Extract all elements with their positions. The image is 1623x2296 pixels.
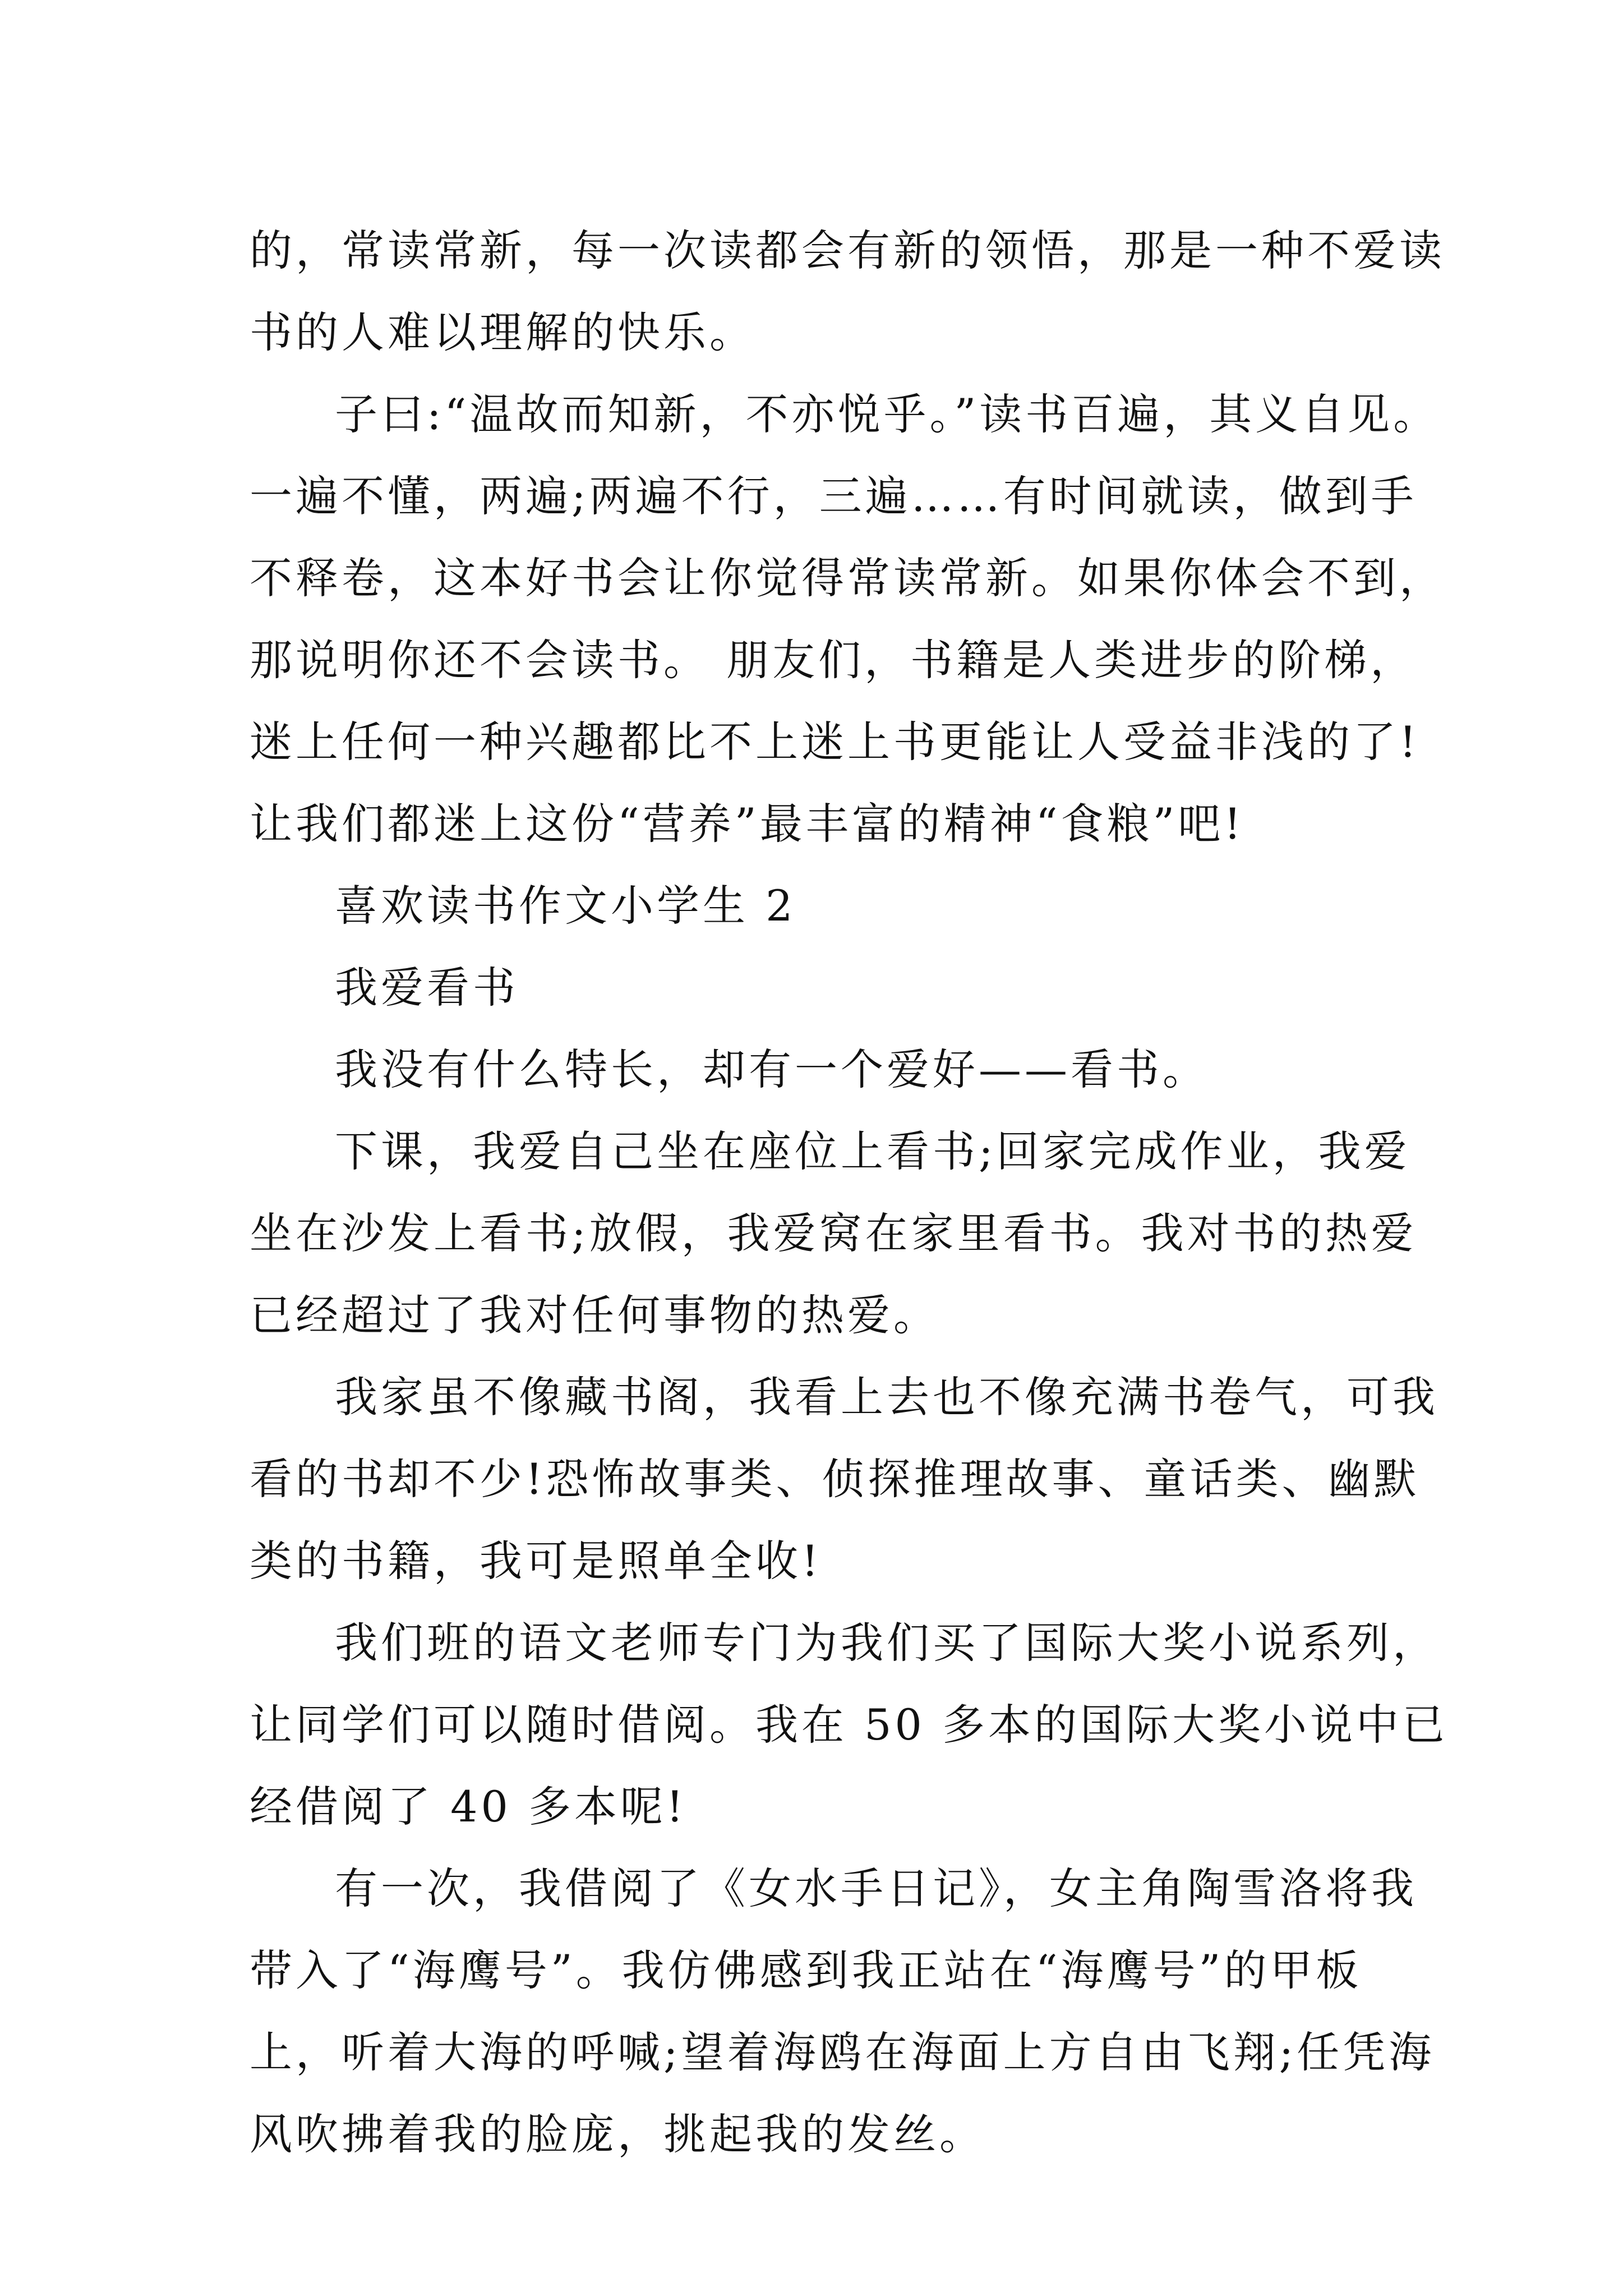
text-line: 我没有什么特长，却有一个爱好——看书。	[335, 1045, 1209, 1094]
text-line: 子曰:“温故而知新，不亦悦乎。”读书百遍，其义自见。	[335, 389, 1440, 439]
text-line: 我们班的语文老师专门为我们买了国际大奖小说系列，	[335, 1618, 1438, 1668]
text-line: 类的书籍，我可是照单全收!	[250, 1536, 822, 1586]
text-line: 已经超过了我对任何事物的热爱。	[250, 1290, 939, 1340]
text-line: 不释卷，这本好书会让你觉得常读常新。如果你体会不到，	[250, 553, 1445, 603]
body-text	[250, 210, 1449, 2175]
text-line: 那说明你还不会读书。 朋友们，书籍是人类进步的阶梯，	[250, 635, 1417, 685]
text-line: 坐在沙发上看书;放假，我爱窝在家里看书。我对书的热爱	[250, 1208, 1417, 1258]
text-line: 带入了“海鹰号”。我仿佛感到我正站在“海鹰号”的甲板	[250, 1945, 1362, 1995]
text-line: 经借阅了 40 多本呢!	[250, 1782, 687, 1832]
text-line: 的，常读常新，每一次读都会有新的领悟，那是一种不爱读	[250, 226, 1445, 275]
essay-title: 喜欢读书作文小学生 2	[335, 881, 796, 931]
text-line: 风吹拂着我的脸庞，挑起我的发丝。	[250, 2109, 985, 2159]
text-line: 让同学们可以随时借阅。我在 50 多本的国际大奖小说中已	[250, 1700, 1449, 1750]
text-line: 上，听着大海的呼喊;望着海鸥在海面上方自由飞翔;任凭海	[250, 2027, 1435, 2077]
text-line: 让我们都迷上这份“营养”最丰富的精神“食粮”吧!	[250, 799, 1244, 849]
text-line: 书的人难以理解的快乐。	[250, 307, 755, 357]
text-line: 下课，我爱自己坐在座位上看书;回家完成作业，我爱	[335, 1126, 1410, 1176]
text-line: 我家虽不像藏书阁，我看上去也不像充满书卷气，可我	[335, 1372, 1438, 1422]
text-line: 一遍不懂，两遍;两遍不行，三遍……有时间就读，做到手	[250, 471, 1417, 521]
essay-subtitle: 我爱看书	[335, 963, 519, 1013]
text-line: 有一次，我借阅了《女水手日记》，女主角陶雪洛将我	[335, 1864, 1417, 1913]
text-line: 看的书却不少!恐怖故事类、侦探推理故事、童话类、幽默	[250, 1454, 1420, 1504]
text-line: 迷上任何一种兴趣都比不上迷上书更能让人受益非浅的了!	[250, 717, 1420, 767]
